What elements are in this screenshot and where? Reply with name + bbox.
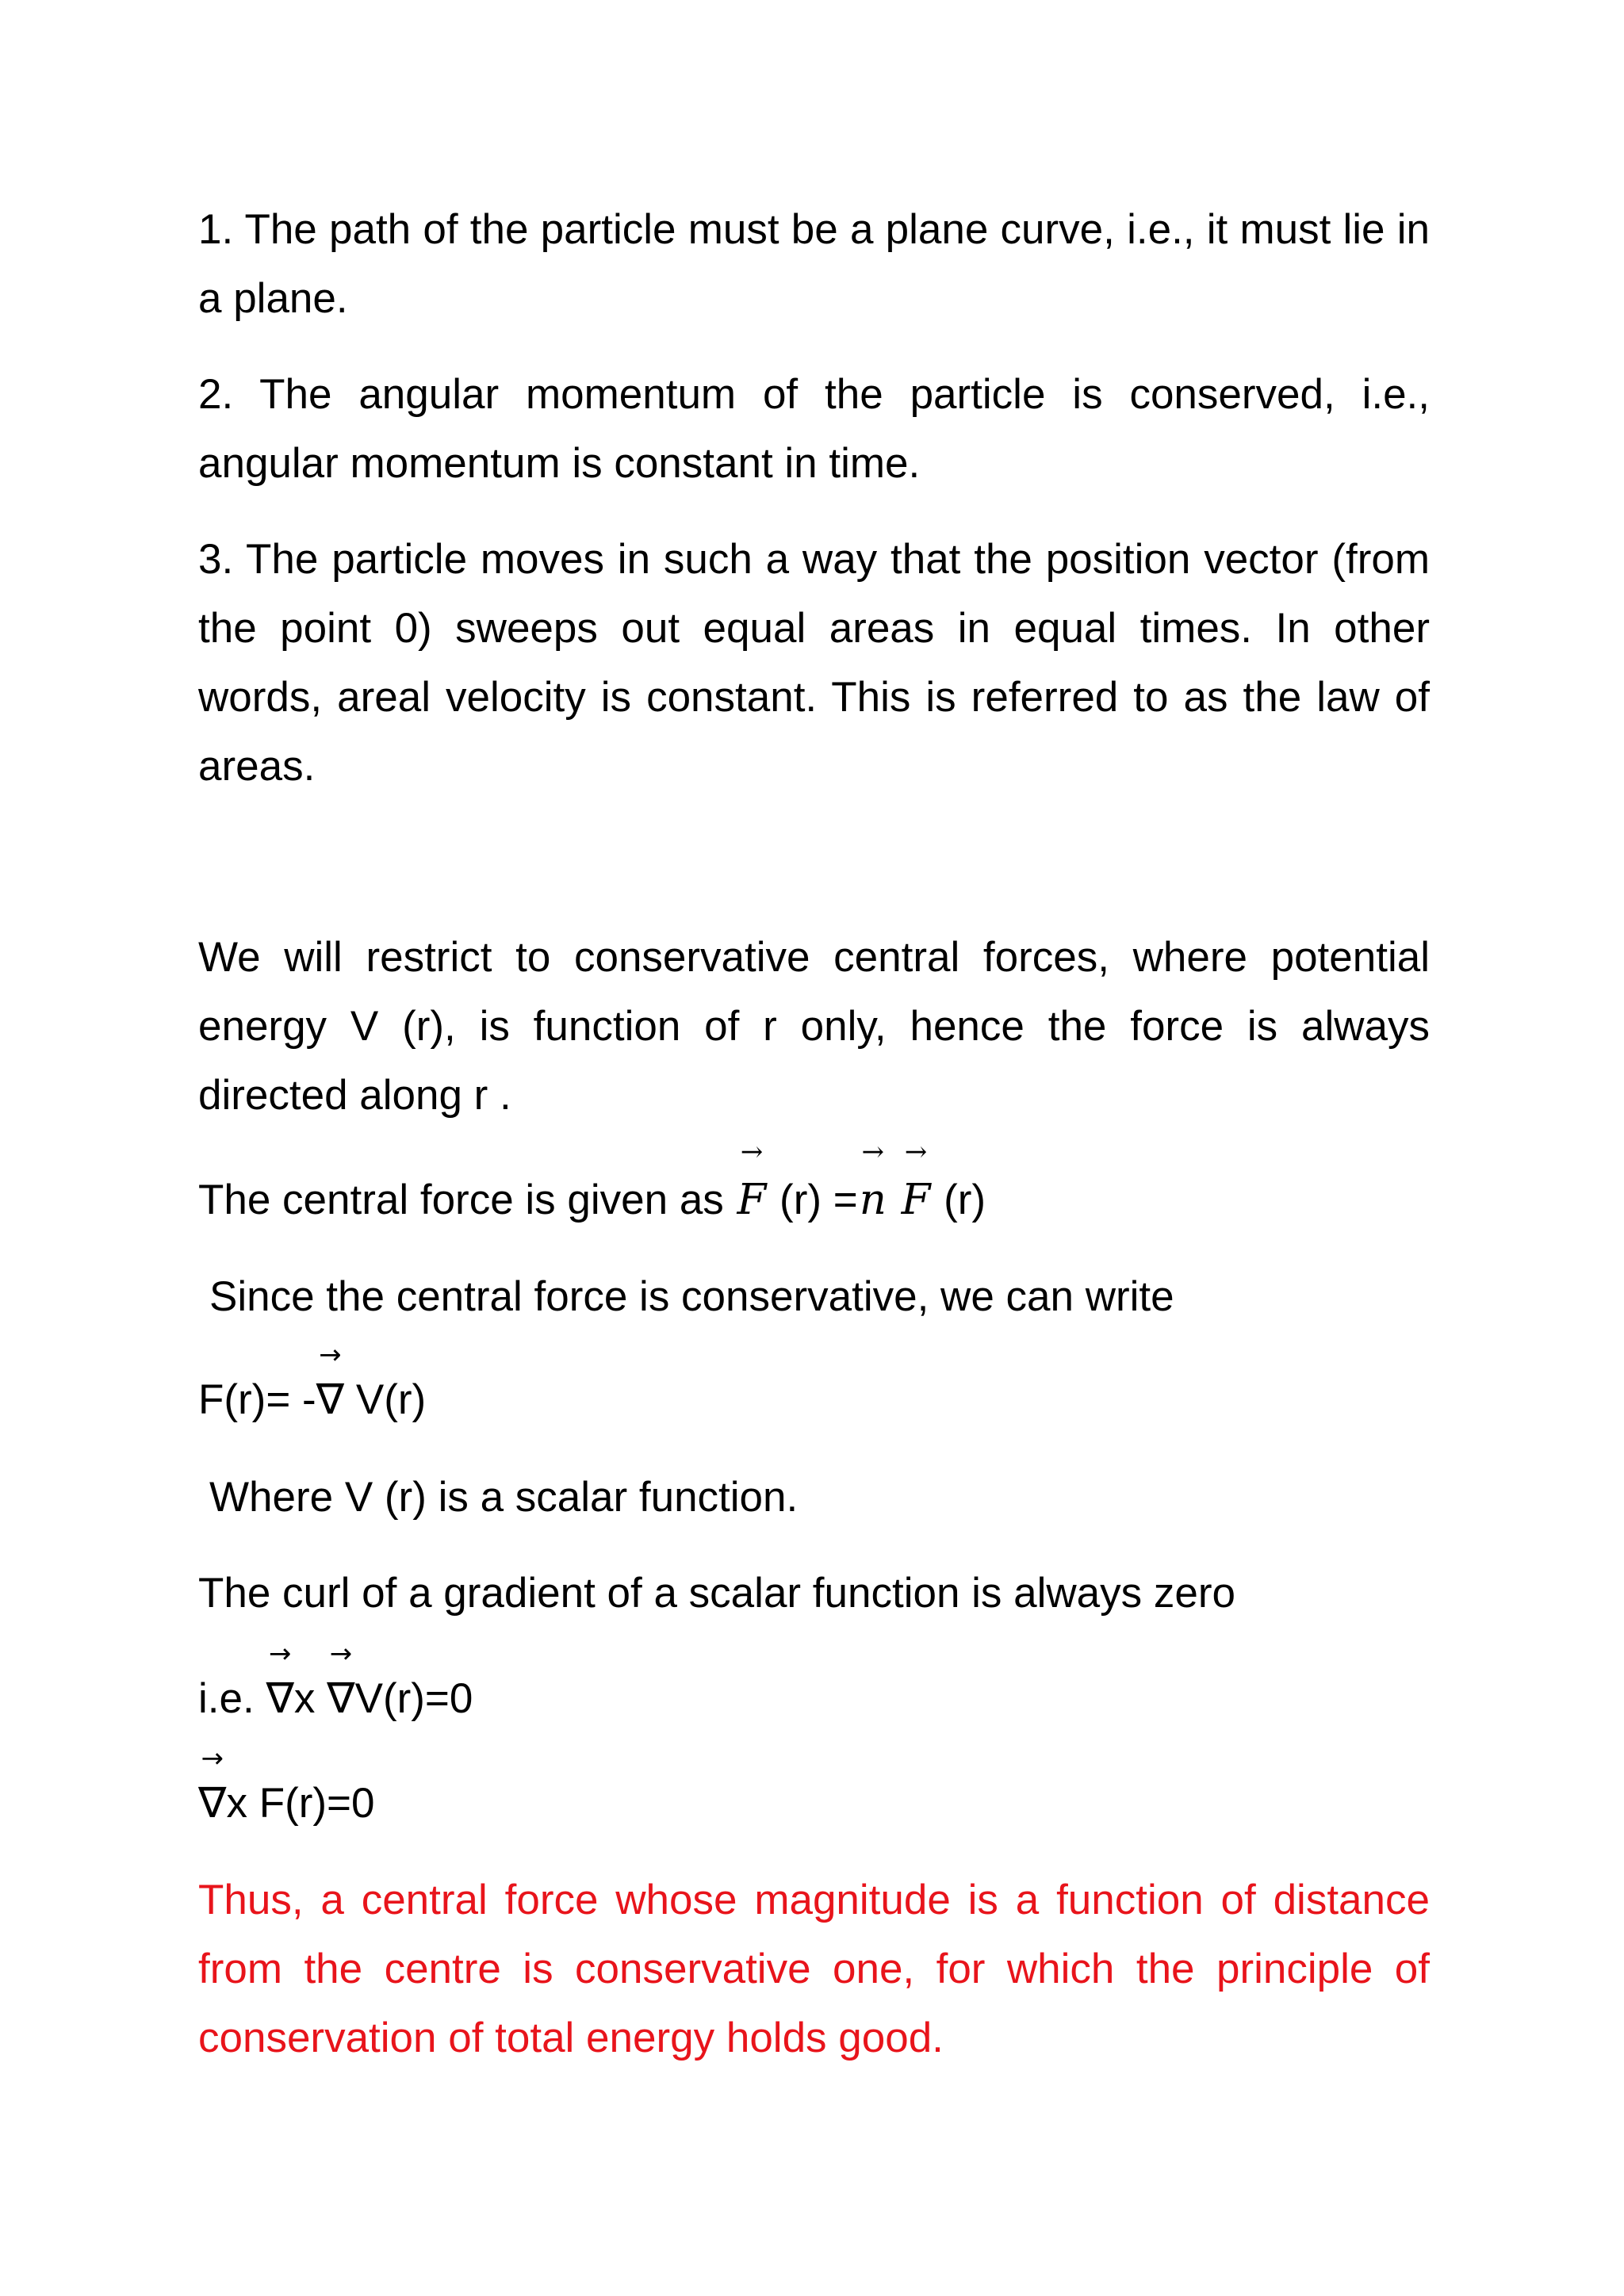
point-2: 2. The angular momentum of the particle is conserved, i.e., angular momentum is constant in time. [198,371,1430,487]
nabla-icon: → ∇ [198,1743,227,1827]
force-vector-symbol-2: → F [901,1136,931,1224]
gradient-rhs: V(r) [344,1376,427,1423]
intro-paragraph: We will restrict to conservative central forces, where potential energy V (r), is function of r only, hence the force is always directed along r . [198,934,1430,1119]
force-vector-symbol: → F [737,1136,767,1224]
central-force-prefix: The central force is given as [198,1177,736,1223]
central-force-arg1: (r) = [768,1177,858,1223]
gradient-lhs: F(r)= - [198,1376,316,1423]
vector-arrow-icon: → [329,1638,353,1670]
curl-eq2-rhs: x F(r)=0 [226,1780,375,1827]
where-line: Where V (r) is a scalar function. [209,1474,799,1521]
nabla-icon: → ∇ [316,1339,345,1424]
vector-arrow-icon: → [740,1136,764,1168]
nabla-icon-2: → ∇ [327,1638,355,1723]
point-1: 1. The path of the particle must be a plane curve, i.e., it must lie in a plane. [198,206,1430,322]
curl-eq1-rhs: V(r)=0 [354,1675,473,1722]
curl-equation-1 [198,1638,473,1733]
vector-arrow-icon: → [319,1339,342,1371]
vector-arrow-icon: → [861,1136,884,1168]
curl-eq1-mid: x [293,1675,327,1722]
curl-equation-2 [198,1743,375,1838]
since-line: Since the central force is conservative, we can write [209,1273,1174,1320]
conclusion-paragraph: Thus, a central force whose magnitude is a function of distance from the centre is conservative one, for which the principle of conservation of total energy holds good. [198,1877,1430,2061]
nabla-icon: → ∇ [266,1638,294,1723]
vector-arrow-icon: → [201,1743,224,1774]
central-force-equation [198,1136,986,1234]
unit-vector-symbol: → n [859,1136,887,1224]
gradient-equation [198,1339,427,1434]
point-3: 3. The particle moves in such a way that the position vector (from the point 0) sweeps out equal areas in equal times. In other words, areal velocity is constant. This is referred to as the law of areas. [198,536,1430,790]
curl-eq1-prefix: i.e. [198,1675,266,1722]
vector-arrow-icon: → [268,1638,292,1670]
vector-arrow-icon: → [904,1136,928,1168]
central-force-arg2: (r) [932,1177,986,1223]
curl-statement: The curl of a gradient of a scalar function is always zero [198,1570,1235,1617]
